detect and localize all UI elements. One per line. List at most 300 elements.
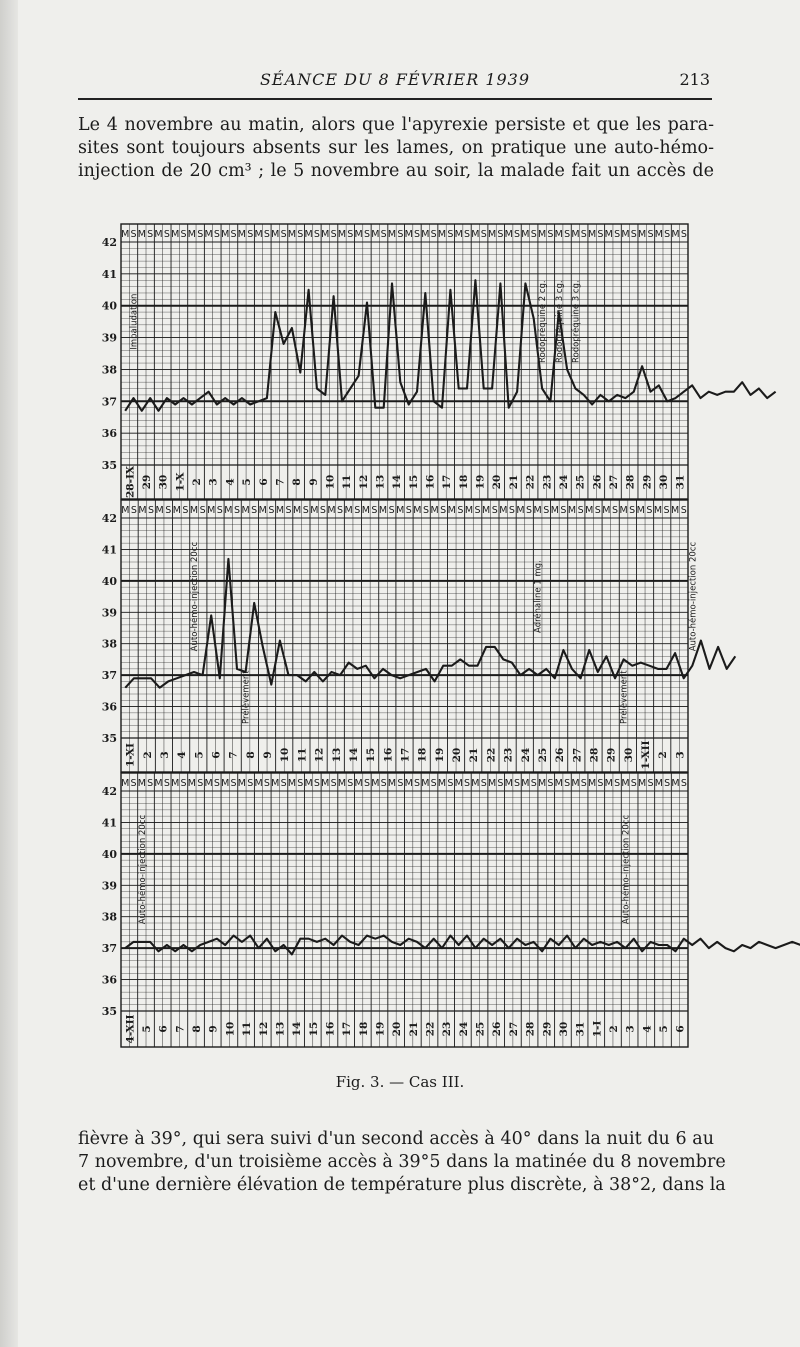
session-label: S: [297, 229, 304, 240]
day-label: 26: [491, 1021, 504, 1037]
day-label: 24: [519, 747, 532, 763]
session-label: S: [247, 229, 254, 240]
session-label: S: [285, 505, 292, 516]
day-label: 1-XI: [124, 743, 137, 767]
session-label: M: [327, 505, 336, 516]
annotation-label: Auto-hémo-injection 20cc: [621, 814, 632, 925]
session-label: M: [588, 229, 597, 240]
day-label: 7: [227, 751, 240, 759]
annotation-label: Auto-hémo-injection 20cc: [137, 814, 148, 925]
annotation-label: Auto-hémo-injection 20cc: [688, 541, 699, 652]
session-label: S: [247, 778, 254, 789]
day-label: 6: [157, 1025, 170, 1033]
session-label: S: [474, 505, 481, 516]
day-label: 28: [588, 747, 601, 763]
session-label: S: [263, 229, 270, 240]
session-label: M: [464, 505, 474, 516]
y-tick-label: 35: [101, 732, 117, 745]
session-label: M: [421, 778, 430, 789]
day-label: 7: [274, 478, 287, 486]
session-label: M: [471, 229, 480, 240]
session-label: S: [182, 505, 189, 516]
text-line: sites sont toujours absents sur les lames, on pratique une auto-hémo-: [78, 138, 714, 158]
session-label: M: [567, 505, 577, 516]
session-label: S: [197, 229, 204, 240]
session-label: S: [130, 505, 137, 516]
session-label: M: [337, 229, 347, 240]
day-label: 30: [557, 1021, 570, 1037]
y-tick-label: 42: [101, 512, 117, 525]
session-label: S: [163, 229, 170, 240]
day-label: 22: [485, 747, 498, 763]
day-label: 5: [141, 1025, 154, 1033]
y-tick-label: 36: [101, 427, 117, 441]
session-label: M: [621, 778, 630, 789]
chart-panel-2: [102, 500, 736, 772]
day-label: 29: [641, 474, 654, 490]
y-tick-label: 39: [101, 606, 117, 620]
session-label: M: [204, 778, 213, 789]
session-label: S: [180, 778, 187, 789]
day-label: 6: [210, 751, 223, 759]
day-label: 11: [296, 747, 309, 763]
day-label: 29: [141, 474, 154, 490]
session-label: M: [585, 505, 594, 516]
session-label: M: [437, 229, 447, 240]
session-label: S: [380, 778, 387, 789]
session-label: M: [430, 505, 439, 516]
day-label: 21: [507, 474, 520, 490]
session-label: M: [554, 229, 563, 240]
day-label: 18: [357, 1021, 370, 1037]
day-label: 14: [347, 747, 360, 763]
day-label: 24: [557, 474, 570, 490]
day-label: 3: [207, 478, 220, 486]
session-label: M: [293, 505, 302, 516]
temperature-line: [125, 559, 735, 688]
day-label: 1-I: [591, 1020, 604, 1038]
annotation-label: Rodopréquine 2 cg.: [538, 280, 549, 363]
day-label: 17: [441, 474, 454, 490]
session-label: S: [165, 505, 172, 516]
session-label: M: [487, 229, 497, 240]
day-label: 18: [416, 747, 429, 763]
y-tick-label: 40: [101, 299, 117, 313]
session-label: M: [138, 505, 147, 516]
session-label: S: [680, 229, 687, 240]
session-label: S: [447, 778, 454, 789]
day-label: 31: [674, 474, 687, 490]
session-label: M: [396, 505, 405, 516]
session-label: S: [594, 505, 601, 516]
session-label: M: [254, 778, 263, 789]
day-label: 26: [591, 474, 604, 490]
day-label: 6: [674, 1025, 687, 1033]
session-label: M: [550, 505, 559, 516]
session-label: S: [614, 229, 621, 240]
day-label: 11: [341, 474, 354, 490]
session-label: M: [237, 229, 247, 240]
session-label: S: [664, 778, 671, 789]
session-label: S: [508, 505, 515, 516]
session-label: M: [304, 229, 313, 240]
day-label: 13: [274, 1021, 287, 1037]
session-label: M: [602, 505, 611, 516]
day-label: 29: [605, 747, 618, 763]
day-label: 4-XII: [124, 1014, 137, 1044]
session-label: M: [588, 778, 597, 789]
session-label: M: [354, 778, 363, 789]
y-tick-label: 38: [101, 637, 117, 651]
text-line: injection de 20 cm³ ; le 5 novembre au soir, la malade fait un accès de: [78, 161, 714, 181]
session-label: M: [571, 229, 580, 240]
session-label: S: [354, 505, 361, 516]
session-label: S: [422, 505, 429, 516]
day-label: 2: [657, 751, 670, 759]
day-label: 4: [224, 478, 237, 486]
header-rule: [78, 98, 712, 100]
session-label: M: [371, 778, 380, 789]
binding-edge: [0, 0, 18, 1347]
day-label: 16: [324, 1021, 337, 1037]
session-label: M: [638, 229, 647, 240]
day-label: 22: [424, 1021, 437, 1037]
chart-panel-3: [102, 773, 800, 1047]
session-label: S: [405, 505, 412, 516]
session-label: M: [636, 505, 645, 516]
day-label: 11: [241, 1021, 254, 1037]
day-label: 12: [313, 747, 326, 763]
session-label: S: [130, 778, 137, 789]
session-label: M: [654, 778, 663, 789]
day-label: 15: [365, 747, 378, 763]
y-tick-label: 37: [101, 395, 117, 409]
day-label: 17: [341, 1021, 354, 1037]
running-head: [80, 70, 710, 94]
session-label: S: [497, 229, 504, 240]
session-label: M: [537, 229, 547, 240]
paragraph-bottom: [78, 1128, 726, 1197]
day-label: 5: [657, 1025, 670, 1033]
session-label: M: [447, 505, 456, 516]
session-label: M: [204, 229, 213, 240]
session-label: S: [614, 778, 621, 789]
session-label: M: [571, 778, 580, 789]
session-label: S: [233, 505, 240, 516]
y-tick-label: 42: [101, 236, 117, 249]
session-label: M: [189, 505, 199, 516]
session-label: S: [480, 778, 487, 789]
session-label: S: [630, 229, 637, 240]
day-label: 10: [224, 1021, 237, 1037]
day-label: 13: [330, 747, 343, 763]
session-label: S: [199, 505, 206, 516]
session-label: S: [547, 229, 554, 240]
day-label: 9: [207, 1025, 220, 1033]
session-label: M: [521, 229, 530, 240]
session-label: M: [187, 778, 196, 789]
session-label: S: [197, 778, 204, 789]
session-label: M: [187, 229, 196, 240]
day-label: 28: [624, 474, 637, 490]
session-label: M: [221, 229, 230, 240]
day-label: 24: [457, 1021, 470, 1037]
day-label: 16: [424, 474, 437, 490]
day-label: 23: [502, 747, 515, 763]
session-label: S: [263, 778, 270, 789]
y-tick-label: 36: [101, 973, 117, 987]
session-label: S: [213, 778, 220, 789]
day-label: 28: [524, 1021, 537, 1037]
session-label: M: [653, 505, 663, 516]
session-label: S: [447, 229, 454, 240]
session-label: S: [180, 229, 187, 240]
session-label: M: [321, 229, 330, 240]
session-label: S: [216, 505, 223, 516]
session-label: M: [337, 778, 347, 789]
annotation-label: Prélèvement: [241, 670, 252, 724]
day-label: 14: [291, 1021, 304, 1037]
paragraph-top: [78, 114, 714, 183]
session-label: M: [121, 229, 130, 240]
text-line: Le 4 novembre au matin, alors que l'apyrexie persiste et que les para-: [78, 115, 714, 135]
session-label: M: [287, 229, 297, 240]
day-label: 20: [451, 747, 464, 763]
day-label: 19: [474, 474, 487, 490]
day-label: 3: [158, 751, 171, 759]
session-label: S: [560, 505, 567, 516]
day-label: 23: [441, 1021, 454, 1037]
text-line: 7 novembre, d'un troisième accès à 39°5 dans la matinée du 8 novembre: [78, 1152, 726, 1172]
session-label: M: [275, 505, 285, 516]
day-label: 29: [541, 1021, 554, 1037]
day-label: 6: [257, 478, 270, 486]
session-label: S: [347, 778, 354, 789]
y-tick-label: 39: [101, 331, 117, 345]
day-label: 27: [607, 474, 620, 490]
day-label: 5: [241, 478, 254, 486]
session-label: S: [480, 229, 487, 240]
annotation-label: Prélèvement: [619, 670, 630, 724]
day-label: 23: [541, 474, 554, 490]
day-label: 3: [624, 1025, 637, 1033]
session-label: M: [171, 229, 180, 240]
session-label: M: [516, 505, 525, 516]
text-line: et d'une dernière élévation de température plus discrète, à 38°2, dans la: [78, 1175, 726, 1195]
day-label: 15: [307, 1021, 320, 1037]
session-label: M: [671, 229, 680, 240]
session-label: S: [597, 778, 604, 789]
day-label: 15: [407, 474, 420, 490]
y-tick-label: 42: [101, 785, 117, 798]
session-label: S: [491, 505, 498, 516]
session-label: M: [421, 229, 430, 240]
day-label: 31: [574, 1021, 587, 1037]
chart-panel-1: [102, 224, 776, 499]
session-label: S: [397, 778, 404, 789]
session-label: S: [580, 778, 587, 789]
day-label: 26: [554, 747, 567, 763]
session-label: M: [254, 229, 263, 240]
session-label: M: [171, 778, 180, 789]
session-label: M: [638, 778, 647, 789]
day-label: 25: [536, 747, 549, 763]
session-label: M: [258, 505, 267, 516]
session-label: S: [430, 229, 437, 240]
session-label: S: [647, 229, 654, 240]
session-label: M: [172, 505, 181, 516]
session-label: M: [537, 778, 547, 789]
chart-frame: [121, 224, 688, 499]
session-label: S: [629, 505, 636, 516]
chart-frame: [121, 773, 688, 1047]
session-label: S: [680, 778, 687, 789]
session-label: M: [354, 229, 363, 240]
session-label: S: [397, 229, 404, 240]
day-label: 27: [507, 1021, 520, 1037]
session-label: S: [577, 505, 584, 516]
day-label: 20: [391, 1021, 404, 1037]
chart-frame: [121, 500, 688, 772]
session-label: M: [671, 778, 680, 789]
session-label: M: [137, 778, 146, 789]
session-label: S: [597, 229, 604, 240]
session-label: S: [430, 778, 437, 789]
session-label: M: [499, 505, 508, 516]
day-label: 20: [491, 474, 504, 490]
day-label: 8: [191, 1025, 204, 1033]
y-tick-label: 37: [101, 942, 117, 956]
day-label: 27: [571, 747, 584, 763]
session-label: M: [413, 505, 422, 516]
day-label: 14: [391, 474, 404, 490]
session-label: M: [154, 778, 163, 789]
day-label: 2: [191, 478, 204, 486]
session-label: M: [271, 778, 280, 789]
day-label: 16: [382, 747, 395, 763]
session-label: M: [387, 778, 397, 789]
session-label: M: [604, 229, 613, 240]
session-label: S: [302, 505, 309, 516]
running-title: SÉANCE DU 8 FÉVRIER 1939: [259, 70, 531, 89]
session-label: M: [404, 778, 413, 789]
session-label: M: [604, 778, 613, 789]
session-label: S: [319, 505, 326, 516]
session-label: S: [280, 229, 287, 240]
session-label: S: [664, 229, 671, 240]
day-label: 19: [433, 747, 446, 763]
figure-caption: Fig. 3. — Cas III.: [335, 1073, 465, 1091]
session-label: S: [464, 229, 471, 240]
session-label: S: [526, 505, 533, 516]
session-label: S: [380, 229, 387, 240]
y-tick-label: 37: [101, 669, 117, 683]
session-label: S: [611, 505, 618, 516]
session-label: M: [533, 505, 542, 516]
y-tick-label: 41: [101, 543, 117, 557]
day-label: 21: [407, 1021, 420, 1037]
day-label: 30: [622, 747, 635, 763]
session-label: S: [251, 505, 258, 516]
y-tick-label: 41: [101, 816, 117, 830]
day-label: 9: [262, 751, 275, 759]
day-label: 22: [524, 474, 537, 490]
y-tick-label: 38: [101, 363, 117, 377]
session-label: S: [313, 778, 320, 789]
day-label: 21: [468, 747, 481, 763]
day-label: 9: [307, 478, 320, 486]
annotation-label: Rodopréquine 3 cg.: [571, 280, 582, 363]
day-label: 5: [193, 751, 206, 759]
session-label: S: [213, 229, 220, 240]
session-label: M: [154, 229, 163, 240]
session-label: M: [224, 505, 233, 516]
day-label: 12: [357, 474, 370, 490]
day-label: 30: [657, 474, 670, 490]
session-label: S: [280, 778, 287, 789]
session-label: S: [543, 505, 550, 516]
day-label: 4: [176, 751, 189, 759]
session-label: S: [371, 505, 378, 516]
text-line: fièvre à 39°, qui sera suivi d'un second accès à 40° dans la nuit du 6 au: [78, 1129, 714, 1149]
session-label: S: [547, 778, 554, 789]
session-label: S: [514, 778, 521, 789]
session-label: S: [440, 505, 447, 516]
day-label: 19: [374, 1021, 387, 1037]
y-tick-label: 41: [101, 267, 117, 281]
session-label: M: [521, 778, 530, 789]
day-label: 18: [457, 474, 470, 490]
session-label: M: [554, 778, 563, 789]
session-label: S: [363, 229, 370, 240]
day-label: 1-X: [174, 472, 187, 492]
page-number: 213: [679, 70, 710, 89]
session-label: S: [230, 229, 237, 240]
day-label: 2: [141, 751, 154, 759]
session-label: S: [297, 778, 304, 789]
day-label: 10: [279, 747, 292, 763]
session-label: M: [321, 778, 330, 789]
session-label: S: [268, 505, 275, 516]
session-label: S: [457, 505, 464, 516]
annotation-label: Auto-hémo-injection 20cc: [190, 541, 201, 652]
session-label: S: [580, 229, 587, 240]
y-tick-label: 35: [101, 459, 117, 472]
session-label: M: [121, 505, 130, 516]
session-label: S: [147, 229, 154, 240]
session-label: S: [680, 505, 687, 516]
session-label: S: [148, 505, 155, 516]
session-label: S: [413, 229, 421, 240]
session-label: S: [647, 778, 654, 789]
day-label: 13: [374, 474, 387, 490]
y-tick-label: 39: [101, 879, 117, 893]
session-label: S: [663, 505, 670, 516]
session-label: M: [241, 505, 250, 516]
session-label: M: [221, 778, 230, 789]
session-label: S: [337, 505, 344, 516]
session-label: S: [347, 229, 354, 240]
session-label: M: [487, 778, 497, 789]
session-label: M: [121, 778, 130, 789]
session-label: M: [404, 229, 413, 240]
session-label: M: [654, 229, 663, 240]
session-label: M: [304, 778, 313, 789]
session-label: M: [504, 229, 513, 240]
y-tick-label: 40: [101, 847, 117, 861]
session-label: M: [271, 229, 280, 240]
temperature-line: [125, 280, 775, 411]
